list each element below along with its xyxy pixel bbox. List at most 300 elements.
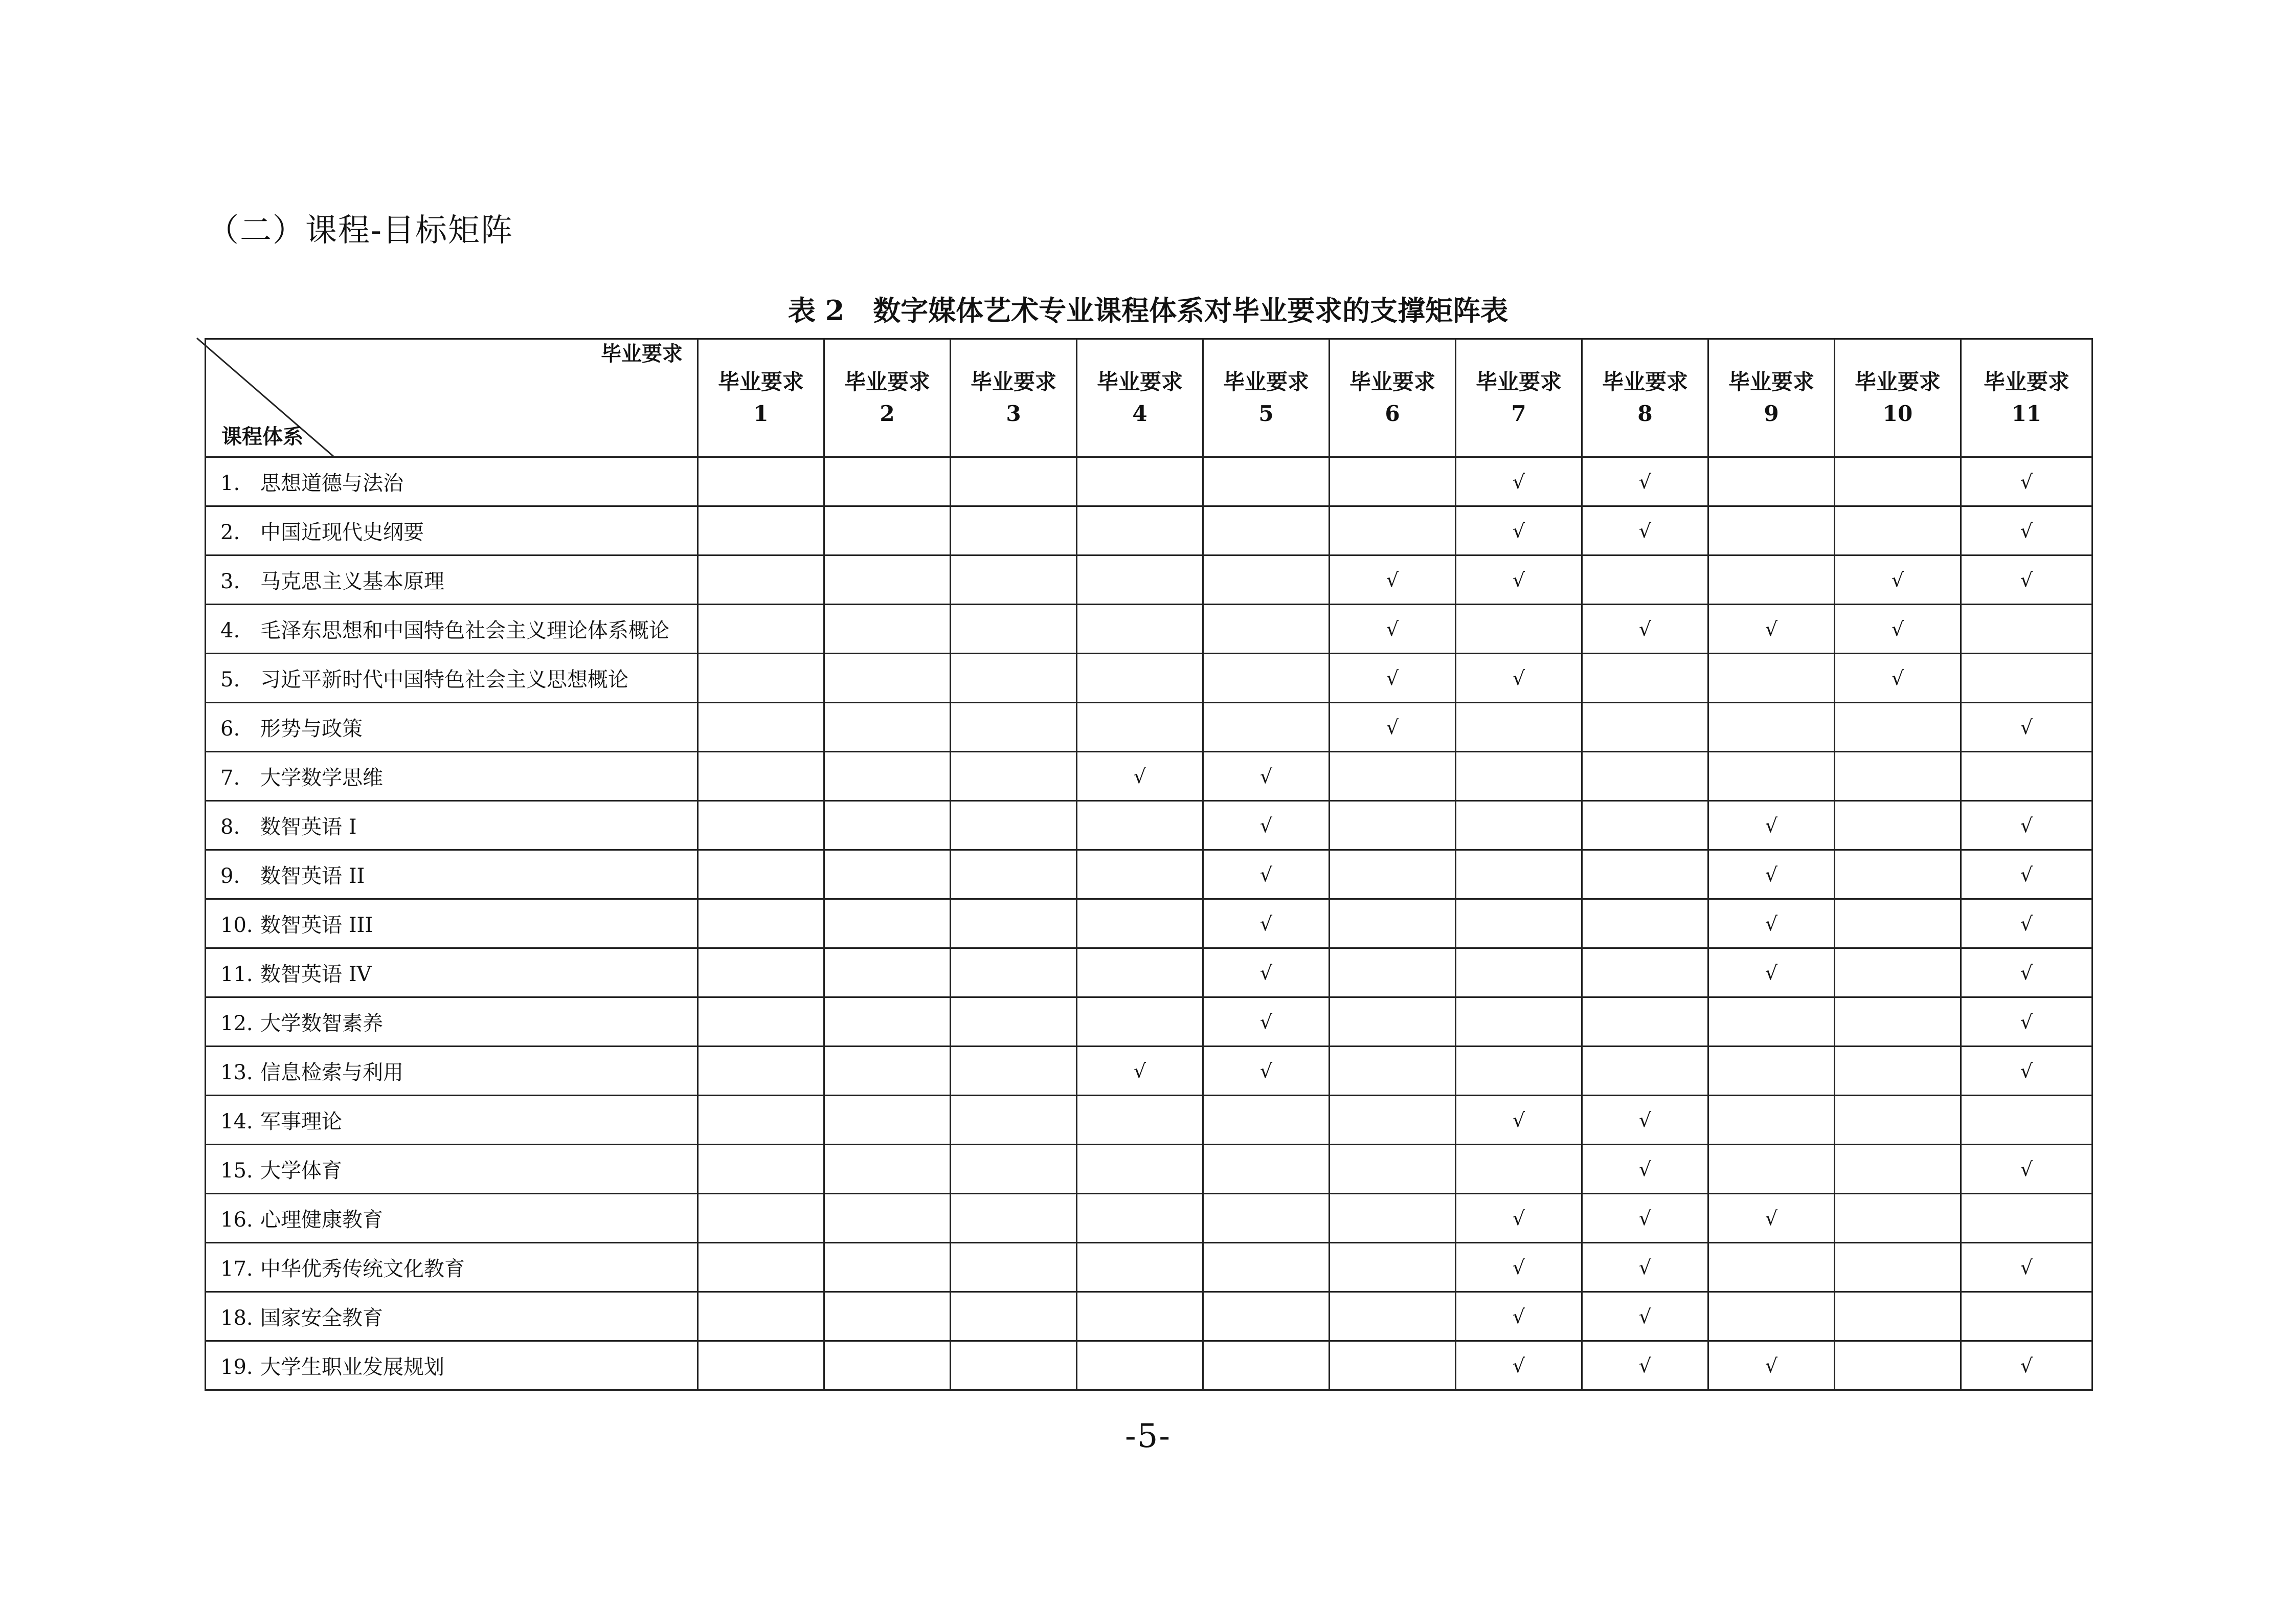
matrix-cell — [1330, 752, 1456, 801]
check-mark: √ — [1765, 961, 1778, 984]
course-name: 中华优秀传统文化教育 — [260, 1257, 465, 1281]
table-row — [206, 1047, 2092, 1096]
matrix-cell — [1708, 1096, 1835, 1145]
course-number: 16. — [220, 1208, 253, 1232]
matrix-cell — [1708, 899, 1835, 948]
course-cell — [206, 1047, 698, 1096]
course-name: 毛泽东思想和中国特色社会主义理论体系概论 — [260, 619, 669, 642]
table-row — [206, 605, 2092, 654]
check-mark: √ — [2020, 1158, 2033, 1181]
matrix-cell — [1708, 506, 1835, 555]
matrix-cell — [1330, 997, 1456, 1047]
column-header-number: 8 — [1637, 401, 1653, 426]
check-mark: √ — [1638, 1305, 1652, 1328]
matrix-cell — [824, 948, 951, 997]
matrix-cell — [1835, 997, 1961, 1047]
matrix-cell — [1456, 654, 1582, 703]
course-number: 15. — [220, 1159, 253, 1183]
check-mark: √ — [1512, 1207, 1525, 1230]
matrix-cell — [1330, 1341, 1456, 1390]
column-header-9 — [1708, 339, 1835, 457]
matrix-cell — [1835, 899, 1961, 948]
matrix-cell — [1961, 457, 2092, 506]
matrix-cell — [1456, 752, 1582, 801]
check-mark: √ — [1891, 617, 1904, 640]
check-mark: √ — [1386, 617, 1399, 640]
check-mark: √ — [1765, 814, 1778, 837]
check-mark: √ — [2020, 568, 2033, 591]
table-row — [206, 801, 2092, 850]
table-row — [206, 1292, 2092, 1341]
matrix-cell — [1077, 801, 1203, 850]
course-name: 军事理论 — [260, 1110, 342, 1133]
matrix-cell — [1961, 850, 2092, 899]
matrix-cell — [1708, 1145, 1835, 1194]
matrix-cell — [951, 1243, 1077, 1292]
course-number: 9. — [220, 864, 240, 888]
matrix-cell — [1708, 1292, 1835, 1341]
column-header-number: 4 — [1132, 401, 1147, 426]
matrix-cell — [1456, 1292, 1582, 1341]
matrix-cell — [1835, 1341, 1961, 1390]
column-header-number: 6 — [1385, 401, 1400, 426]
matrix-cell — [1961, 1145, 2092, 1194]
course-name: 大学数学思维 — [260, 766, 383, 790]
check-mark: √ — [1512, 470, 1525, 493]
course-number: 17. — [220, 1257, 253, 1281]
check-mark: √ — [2020, 1010, 2033, 1033]
matrix-cell — [1835, 457, 1961, 506]
matrix-cell — [1961, 506, 2092, 555]
table-row — [206, 506, 2092, 555]
matrix-cell — [951, 457, 1077, 506]
matrix-cell — [1961, 1341, 2092, 1390]
header-row — [206, 339, 2092, 457]
course-cell — [206, 850, 698, 899]
matrix-cell — [1582, 850, 1708, 899]
matrix-cell — [1708, 850, 1835, 899]
matrix-cell — [1582, 506, 1708, 555]
column-header-7 — [1456, 339, 1582, 457]
table-row — [206, 948, 2092, 997]
matrix-cell — [951, 703, 1077, 752]
matrix-cell — [951, 1096, 1077, 1145]
matrix-cell — [1077, 1096, 1203, 1145]
column-header-5 — [1203, 339, 1330, 457]
matrix-cell — [1203, 703, 1330, 752]
matrix-cell — [1077, 1047, 1203, 1096]
matrix-cell — [824, 1194, 951, 1243]
matrix-cell — [824, 1341, 951, 1390]
column-header-label: 毕业要求 — [1854, 369, 1941, 394]
matrix-cell — [698, 1096, 824, 1145]
matrix-cell — [1835, 752, 1961, 801]
check-mark: √ — [1638, 617, 1652, 640]
matrix-cell — [1582, 899, 1708, 948]
matrix-cell — [1835, 1292, 1961, 1341]
matrix-cell — [824, 1145, 951, 1194]
matrix-cell — [1077, 1145, 1203, 1194]
check-mark: √ — [2020, 863, 2033, 886]
course-cell — [206, 506, 698, 555]
check-mark: √ — [2020, 470, 2033, 493]
matrix-cell — [1708, 1341, 1835, 1390]
matrix-cell — [1203, 1047, 1330, 1096]
check-mark: √ — [1512, 1108, 1525, 1131]
table-row — [206, 1096, 2092, 1145]
matrix-cell — [1203, 654, 1330, 703]
matrix-cell — [824, 1096, 951, 1145]
matrix-cell — [1708, 997, 1835, 1047]
matrix-cell — [1077, 850, 1203, 899]
matrix-cell — [698, 752, 824, 801]
matrix-cell — [951, 997, 1077, 1047]
check-mark: √ — [1512, 1305, 1525, 1328]
matrix-cell — [1077, 703, 1203, 752]
matrix-cell — [1330, 899, 1456, 948]
column-header-number: 3 — [1006, 401, 1021, 426]
matrix-cell — [1961, 1194, 2092, 1243]
table-row — [206, 1194, 2092, 1243]
corner-column-axis-label: 毕业要求 — [601, 342, 683, 366]
matrix-cell — [1708, 605, 1835, 654]
matrix-cell — [1835, 801, 1961, 850]
course-number: 1. — [220, 472, 240, 495]
matrix-cell — [951, 1194, 1077, 1243]
course-cell — [206, 703, 698, 752]
matrix-cell — [951, 654, 1077, 703]
matrix-cell — [1708, 457, 1835, 506]
course-name: 大学生职业发展规划 — [260, 1355, 444, 1379]
course-cell — [206, 801, 698, 850]
matrix-cell — [1203, 997, 1330, 1047]
matrix-cell — [1456, 850, 1582, 899]
matrix-cell — [824, 752, 951, 801]
matrix-cell — [1582, 1341, 1708, 1390]
course-number: 19. — [220, 1355, 253, 1379]
check-mark: √ — [1891, 666, 1904, 689]
matrix-cell — [1961, 1047, 2092, 1096]
check-mark: √ — [1259, 1059, 1273, 1082]
table-caption — [205, 293, 2091, 328]
check-mark: √ — [1765, 617, 1778, 640]
matrix-cell — [1582, 1243, 1708, 1292]
matrix-cell — [1835, 506, 1961, 555]
matrix-cell — [1708, 703, 1835, 752]
matrix-cell — [1708, 555, 1835, 605]
matrix-cell — [1961, 605, 2092, 654]
matrix-cell — [1077, 654, 1203, 703]
column-header-2 — [824, 339, 951, 457]
matrix-cell — [1203, 1292, 1330, 1341]
matrix-cell — [1077, 605, 1203, 654]
matrix-cell — [1203, 801, 1330, 850]
matrix-cell — [1582, 1145, 1708, 1194]
matrix-cell — [1582, 555, 1708, 605]
matrix-cell — [1456, 506, 1582, 555]
matrix-cell — [1077, 457, 1203, 506]
matrix-cell — [1835, 1047, 1961, 1096]
matrix-cell — [1582, 801, 1708, 850]
matrix-cell — [698, 1292, 824, 1341]
column-header-label: 毕业要求 — [1475, 369, 1562, 394]
course-cell — [206, 1292, 698, 1341]
matrix-cell — [1077, 948, 1203, 997]
matrix-cell — [1330, 703, 1456, 752]
matrix-cell — [1835, 1243, 1961, 1292]
matrix-cell — [698, 457, 824, 506]
matrix-cell — [1961, 1096, 2092, 1145]
column-header-number: 9 — [1764, 401, 1779, 426]
check-mark: √ — [1765, 1207, 1778, 1230]
course-name: 形势与政策 — [260, 717, 363, 741]
course-number: 11. — [220, 963, 253, 986]
matrix-cell — [1330, 948, 1456, 997]
column-header-label: 毕业要求 — [1349, 369, 1435, 394]
matrix-cell — [824, 801, 951, 850]
course-name: 国家安全教育 — [260, 1306, 383, 1330]
matrix-cell — [1203, 555, 1330, 605]
check-mark: √ — [2020, 1256, 2033, 1279]
course-number: 8. — [220, 815, 240, 839]
matrix-cell — [1961, 654, 2092, 703]
course-cell — [206, 752, 698, 801]
page-number: -5- — [1125, 1417, 1171, 1455]
matrix-cell — [824, 605, 951, 654]
matrix-cell — [1456, 1243, 1582, 1292]
course-number: 2. — [220, 521, 240, 544]
table-row — [206, 703, 2092, 752]
matrix-cell — [1961, 899, 2092, 948]
matrix-cell — [1835, 555, 1961, 605]
matrix-cell — [1077, 997, 1203, 1047]
table-row — [206, 555, 2092, 605]
course-number: 10. — [220, 914, 253, 937]
matrix-cell — [1961, 801, 2092, 850]
matrix-cell — [824, 506, 951, 555]
check-mark: √ — [1259, 863, 1273, 886]
matrix-cell — [1330, 1096, 1456, 1145]
column-header-label: 毕业要求 — [844, 369, 930, 394]
matrix-cell — [1456, 703, 1582, 752]
column-header-number: 10 — [1882, 401, 1913, 426]
matrix-cell — [951, 752, 1077, 801]
matrix-cell — [1330, 801, 1456, 850]
matrix-cell — [1582, 1292, 1708, 1341]
matrix-cell — [1203, 506, 1330, 555]
check-mark: √ — [1259, 912, 1273, 935]
matrix-cell — [698, 506, 824, 555]
course-cell — [206, 457, 698, 506]
column-header-6 — [1330, 339, 1456, 457]
matrix-cell — [1835, 605, 1961, 654]
matrix-cell — [1835, 1096, 1961, 1145]
matrix-cell — [951, 899, 1077, 948]
matrix-cell — [1582, 948, 1708, 997]
matrix-cell — [1203, 605, 1330, 654]
table-row — [206, 1341, 2092, 1390]
table-row — [206, 752, 2092, 801]
matrix-cell — [824, 555, 951, 605]
course-cell — [206, 654, 698, 703]
check-mark: √ — [1512, 666, 1525, 689]
matrix-cell — [1582, 457, 1708, 506]
check-mark: √ — [2020, 716, 2033, 739]
matrix-cell — [1582, 752, 1708, 801]
table-caption-title: 数字媒体艺术专业课程体系对毕业要求的支撑矩阵表 — [873, 294, 1509, 327]
matrix-cell — [951, 506, 1077, 555]
column-header-number: 2 — [880, 401, 895, 426]
course-name: 数智英语 I — [260, 815, 357, 839]
matrix-cell — [1456, 605, 1582, 654]
course-name: 数智英语 IV — [260, 963, 372, 986]
check-mark: √ — [1638, 470, 1652, 493]
matrix-cell — [1456, 801, 1582, 850]
column-header-1 — [698, 339, 824, 457]
matrix-cell — [698, 605, 824, 654]
matrix-cell — [1835, 850, 1961, 899]
matrix-cell — [1456, 1341, 1582, 1390]
matrix-cell — [1330, 506, 1456, 555]
matrix-cell — [824, 1243, 951, 1292]
matrix-cell — [1456, 1194, 1582, 1243]
matrix-cell — [951, 1047, 1077, 1096]
matrix-cell — [1077, 555, 1203, 605]
course-cell — [206, 1096, 698, 1145]
matrix-cell — [698, 948, 824, 997]
matrix-cell — [1077, 899, 1203, 948]
matrix-cell — [1961, 752, 2092, 801]
matrix-cell — [1961, 555, 2092, 605]
check-mark: √ — [1765, 863, 1778, 886]
matrix-cell — [1961, 703, 2092, 752]
matrix-cell — [698, 703, 824, 752]
matrix-cell — [951, 948, 1077, 997]
matrix-cell — [1456, 997, 1582, 1047]
check-mark: √ — [2020, 1059, 2033, 1082]
matrix-cell — [1961, 997, 2092, 1047]
check-mark: √ — [2020, 814, 2033, 837]
table-row — [206, 1145, 2092, 1194]
column-header-number: 1 — [753, 401, 769, 426]
matrix-cell — [1456, 948, 1582, 997]
column-header-label: 毕业要求 — [1983, 369, 2069, 394]
matrix-cell — [1203, 1145, 1330, 1194]
course-name: 数智英语 III — [260, 914, 373, 937]
matrix-cell — [1330, 1145, 1456, 1194]
matrix-body — [206, 457, 2092, 1390]
course-cell — [206, 997, 698, 1047]
matrix-cell — [698, 1341, 824, 1390]
section-heading: （二）课程-目标矩阵 — [207, 211, 513, 249]
course-number: 6. — [220, 717, 240, 741]
matrix-cell — [824, 899, 951, 948]
column-header-10 — [1835, 339, 1961, 457]
check-mark: √ — [1638, 1158, 1652, 1181]
matrix-cell — [1203, 1243, 1330, 1292]
matrix-cell — [1330, 457, 1456, 506]
matrix-cell — [1835, 1145, 1961, 1194]
matrix-cell — [1330, 1194, 1456, 1243]
matrix-cell — [1582, 1047, 1708, 1096]
column-header-number: 7 — [1511, 401, 1526, 426]
matrix-cell — [698, 899, 824, 948]
matrix-cell — [1582, 1096, 1708, 1145]
matrix-cell — [951, 850, 1077, 899]
matrix-cell — [1330, 1047, 1456, 1096]
check-mark: √ — [1512, 1256, 1525, 1279]
check-mark: √ — [1638, 1108, 1652, 1131]
matrix-cell — [1456, 457, 1582, 506]
course-name: 大学数智素养 — [260, 1012, 383, 1035]
check-mark: √ — [1386, 666, 1399, 689]
matrix-cell — [698, 801, 824, 850]
course-number: 14. — [220, 1110, 253, 1133]
matrix-cell — [1203, 850, 1330, 899]
support-matrix-table — [205, 338, 2093, 1391]
matrix-cell — [1456, 899, 1582, 948]
table-row — [206, 850, 2092, 899]
check-mark: √ — [1512, 1354, 1525, 1377]
matrix-cell — [698, 1194, 824, 1243]
matrix-cell — [951, 605, 1077, 654]
table-row — [206, 654, 2092, 703]
table-row — [206, 899, 2092, 948]
corner-header-cell — [206, 339, 698, 457]
matrix-cell — [1708, 801, 1835, 850]
matrix-cell — [824, 1047, 951, 1096]
matrix-cell — [1582, 605, 1708, 654]
table-caption-number: 表 2 — [787, 294, 845, 327]
matrix-cell — [698, 1047, 824, 1096]
matrix-cell — [1456, 1047, 1582, 1096]
matrix-cell — [1708, 752, 1835, 801]
matrix-cell — [1961, 1292, 2092, 1341]
matrix-cell — [1456, 1145, 1582, 1194]
matrix-cell — [1582, 654, 1708, 703]
matrix-cell — [951, 555, 1077, 605]
check-mark: √ — [1259, 961, 1273, 984]
matrix-cell — [1077, 1194, 1203, 1243]
check-mark: √ — [1512, 568, 1525, 591]
course-number: 13. — [220, 1061, 253, 1084]
matrix-cell — [1708, 948, 1835, 997]
column-header-4 — [1077, 339, 1203, 457]
matrix-cell — [1835, 1194, 1961, 1243]
matrix-cell — [1835, 703, 1961, 752]
course-number: 18. — [220, 1306, 253, 1330]
matrix-cell — [1835, 654, 1961, 703]
column-header-8 — [1582, 339, 1708, 457]
course-cell — [206, 605, 698, 654]
table-row — [206, 457, 2092, 506]
course-cell — [206, 899, 698, 948]
matrix-cell — [1077, 1292, 1203, 1341]
course-number: 12. — [220, 1012, 253, 1035]
course-name: 习近平新时代中国特色社会主义思想概论 — [260, 668, 628, 692]
matrix-cell — [1330, 605, 1456, 654]
matrix-cell — [1330, 555, 1456, 605]
column-header-label: 毕业要求 — [717, 369, 804, 394]
matrix-cell — [1708, 1194, 1835, 1243]
check-mark: √ — [1765, 1354, 1778, 1377]
matrix-cell — [1582, 703, 1708, 752]
matrix-cell — [1203, 948, 1330, 997]
matrix-cell — [1077, 1243, 1203, 1292]
table-row — [206, 997, 2092, 1047]
table-row — [206, 1243, 2092, 1292]
column-header-label: 毕业要求 — [970, 369, 1056, 394]
